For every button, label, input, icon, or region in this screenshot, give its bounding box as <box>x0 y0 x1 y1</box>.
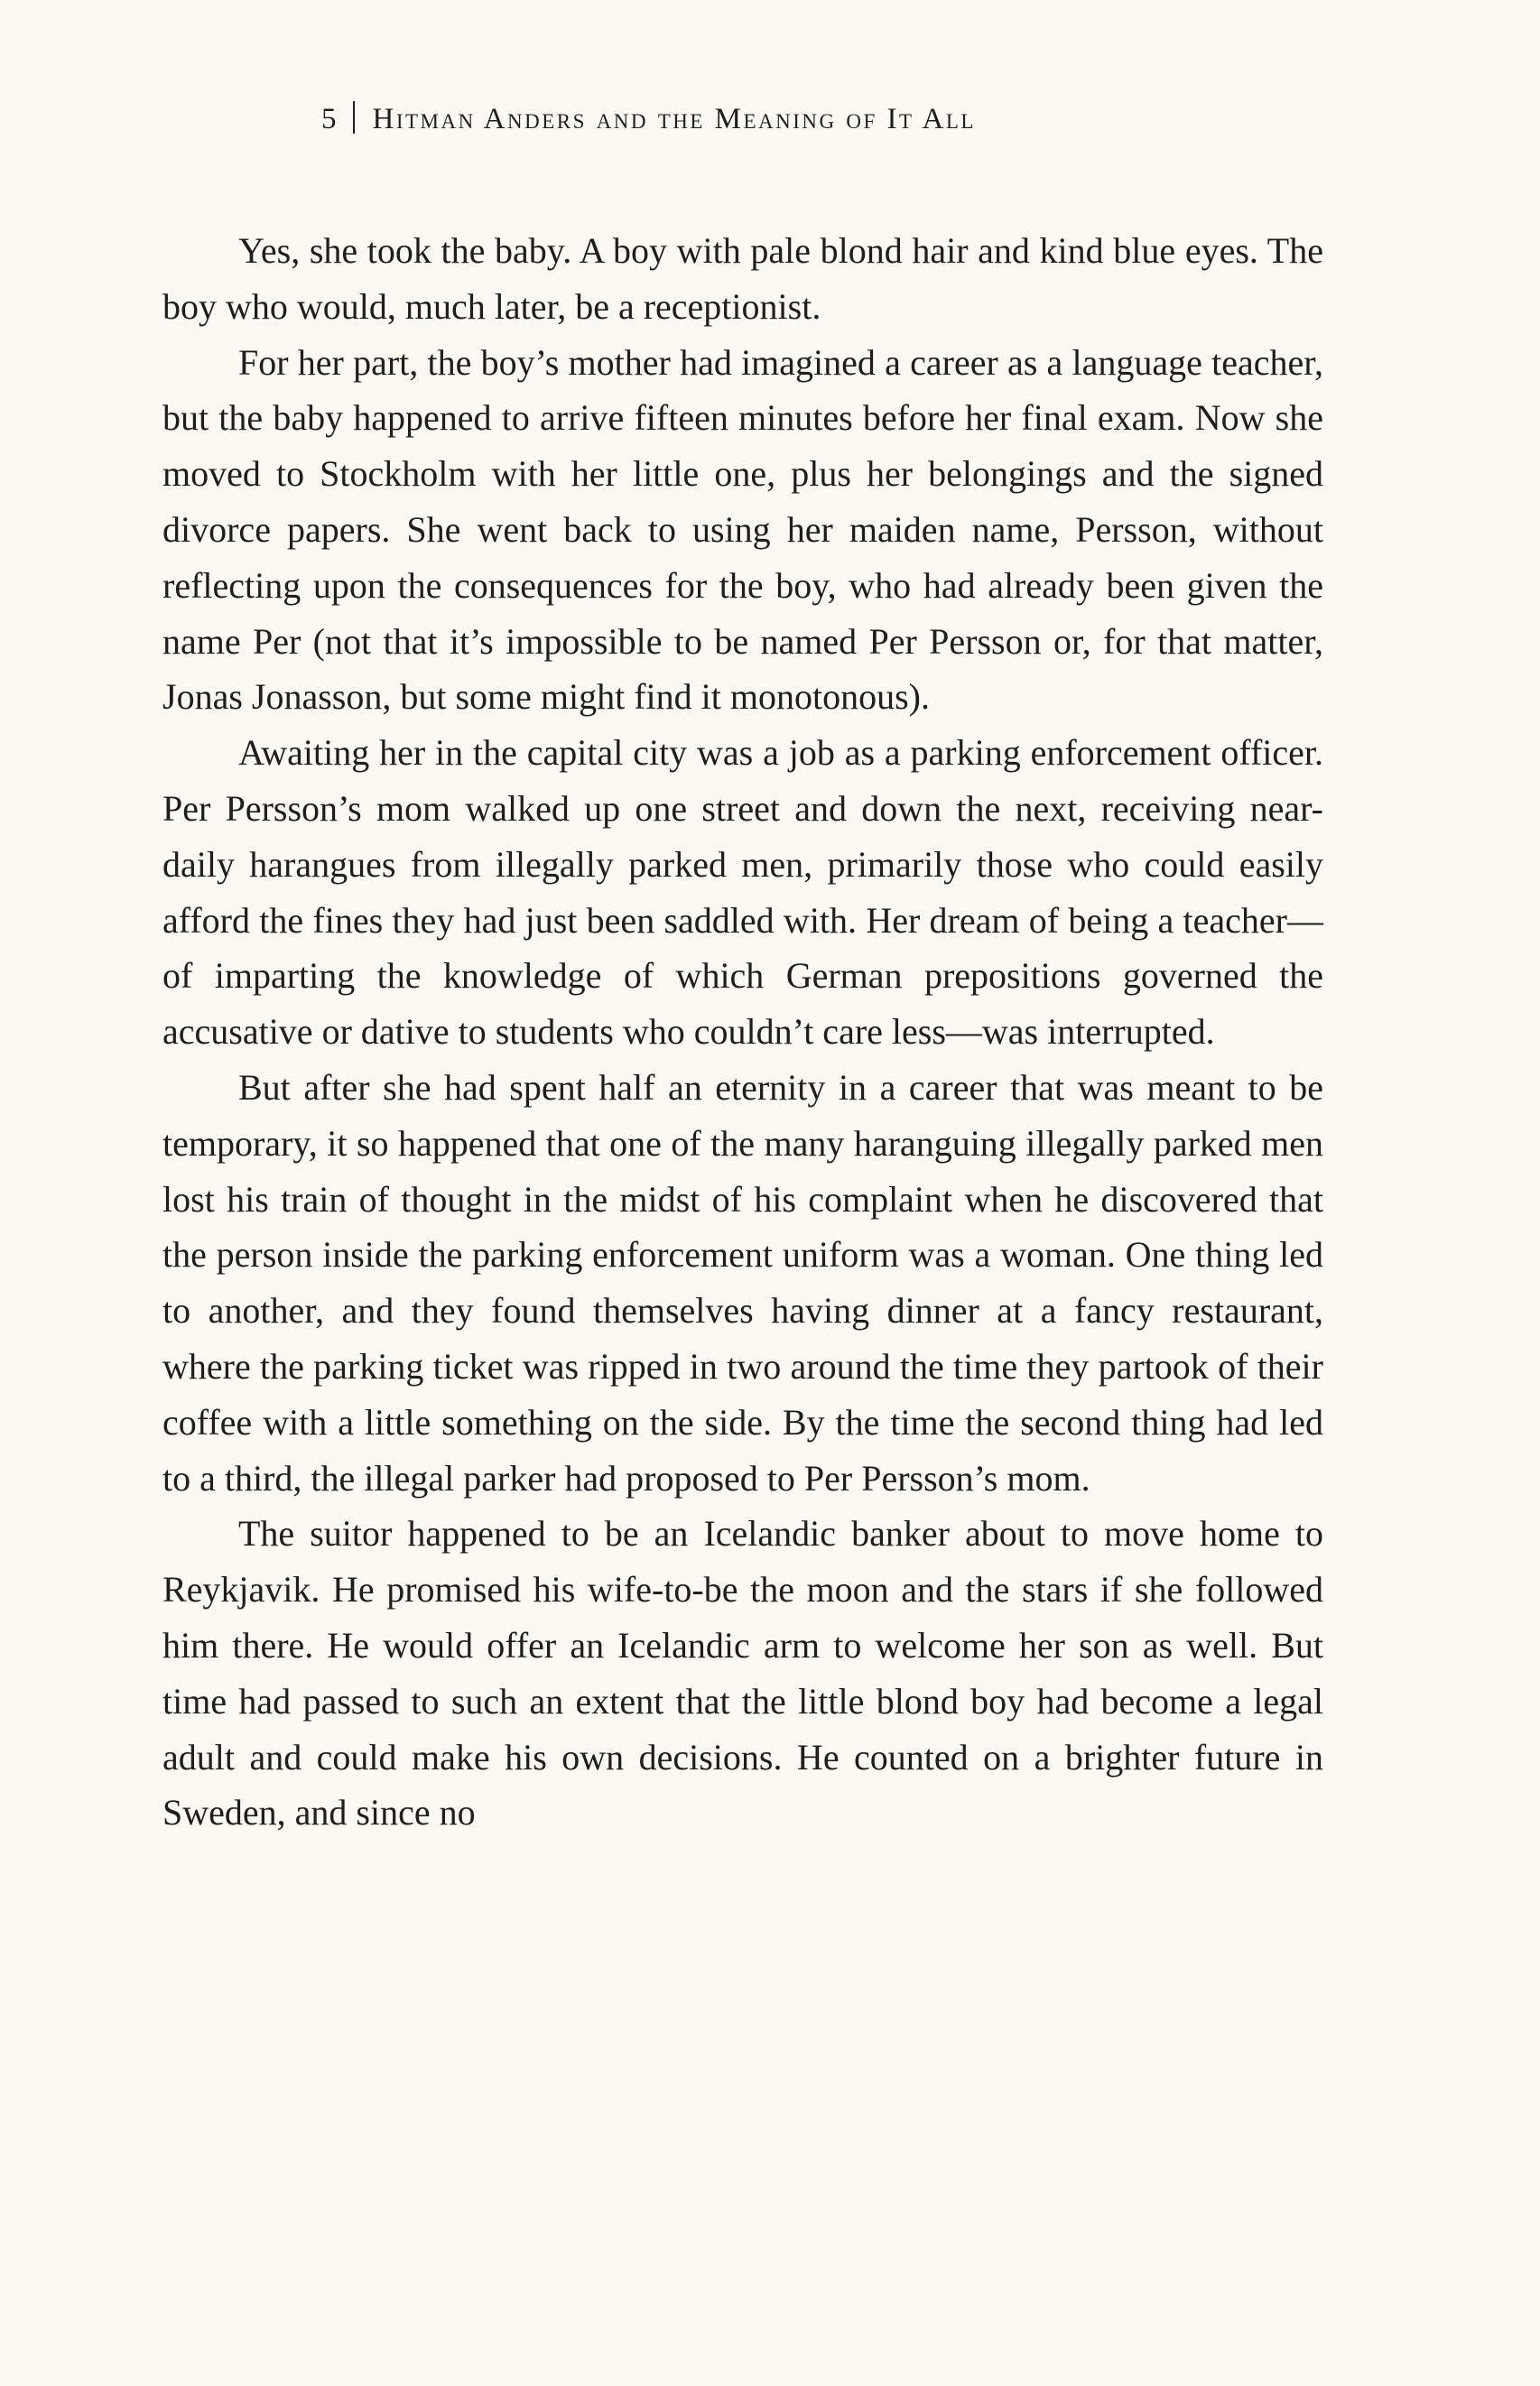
header-separator <box>353 101 355 134</box>
paragraph-1: Yes, she took the baby. A boy with pale blond hair and kind blue eyes. The boy who would, much later, be a receptionist. <box>162 230 1323 327</box>
body-text <box>162 223 1323 1841</box>
paragraph-3: Awaiting her in the capital city was a job as a parking enforcement officer. Per Persson’s mom walked up one street and down the next, receiving near-daily harangues from illegally parked men, primarily those who could easily afford the fines they had just been saddled with. Her dream of being a teacher—of imparting the knowledge of which German prepositions governed the accusative or dative to students who couldn’t care less—was interrupted. <box>162 732 1323 1053</box>
running-head <box>321 101 1224 135</box>
paragraph-5: The suitor happened to be an Icelandic banker about to move home to Reykjavik. He promised his wife-to-be the moon and the stars if she followed him there. He would offer an Icelandic arm to welcome her son as well. But time had passed to such an extent that the little blond boy had become a legal adult and could make his own decisions. He counted on a brighter future in Sweden, and since no <box>162 1513 1323 1834</box>
paragraph-2: For her part, the boy’s mother had imagined a career as a language teacher, but the baby happened to arrive fifteen minutes before her final exam. Now she moved to Stockholm with her little one, plus her belongings and the signed divorce papers. She went back to using her maiden name, Persson, without reflecting upon the consequences for the boy, who had already been given the name Per (not that it’s impossible to be named Per Persson or, for that matter, Jonas Jonasson, but some might find it monotonous). <box>162 341 1323 718</box>
paragraph-4: But after she had spent half an eternity in a career that was meant to be temporary, it so happened that one of the many haranguing illegally parked men lost his train of thought in the midst of his complaint when he discovered that the person inside the parking enforcement uniform was a woman. One thing led to another, and they found themselves having dinner at a fancy restaurant, where the parking ticket was ripped in two around the time they partook of their coffee with a little something on the side. By the time the second thing had led to a third, the illegal parker had proposed to Per Persson’s mom. <box>162 1066 1323 1499</box>
page-number: 5 <box>321 103 337 135</box>
running-head-title: Hitman Anders and the Meaning of It All <box>372 103 976 135</box>
